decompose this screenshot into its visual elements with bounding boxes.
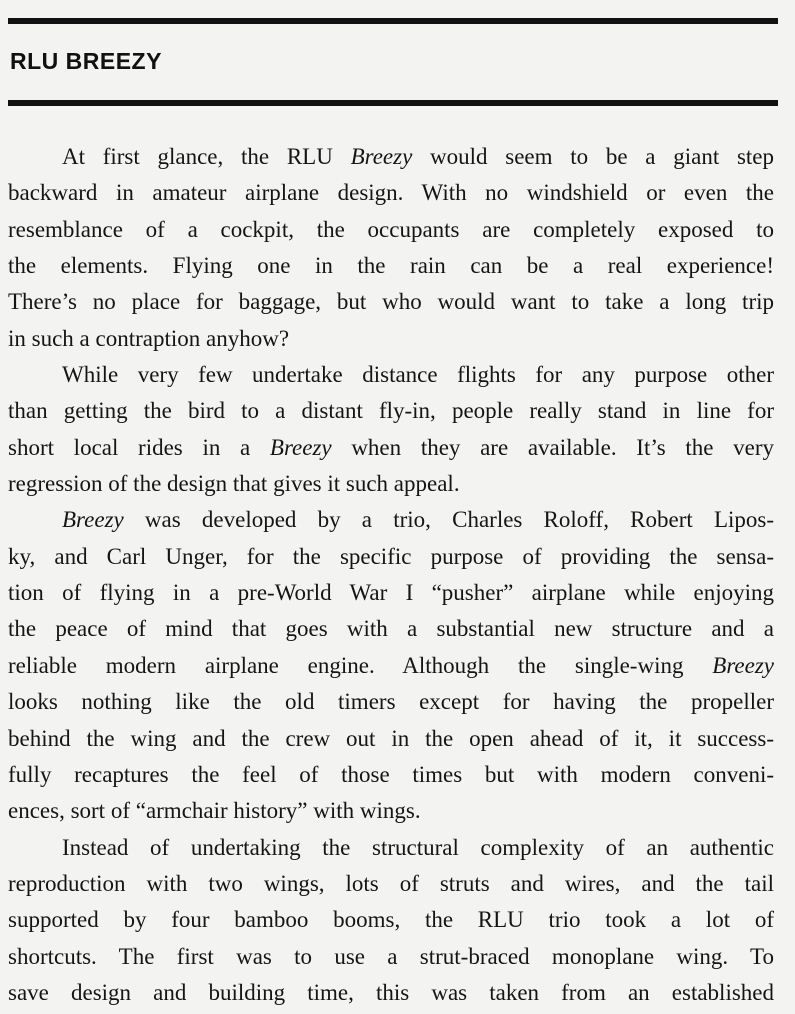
text-line: looks nothing like the old timers except for having the propeller — [8, 689, 774, 715]
text-line: in such a contraption anyhow? — [8, 325, 290, 351]
text-line: short local rides in a Breezy when they are available. It’s the very — [8, 434, 774, 460]
text-line: ences, sort of “armchair history” with wings. — [8, 798, 421, 824]
text-line: reliable modern airplane engine. Although the single-wing Breezy — [8, 652, 774, 678]
title-underline-rule — [8, 100, 778, 106]
text-line: fully recaptures the feel of those times but with modern conveni- — [8, 761, 774, 787]
text-line: than getting the bird to a distant fly-in, people really stand in line for — [8, 398, 774, 424]
text-line: resemblance of a cockpit, the occupants are completely exposed to — [8, 216, 774, 242]
text-line: There’s no place for baggage, but who would want to take a long trip — [8, 289, 774, 315]
top-rule — [8, 18, 778, 24]
text-line: backward in amateur airplane design. With no windshield or even the — [8, 180, 774, 206]
text-line: shortcuts. The first was to use a strut-braced monoplane wing. To — [8, 943, 774, 969]
text-line: save design and building time, this was taken from an established — [8, 979, 774, 1005]
text-line: behind the wing and the crew out in the open ahead of it, it success- — [8, 725, 774, 751]
text-line: reproduction with two wings, lots of struts and wires, and the tail — [8, 870, 774, 896]
text-line: tion of flying in a pre-World War I “pusher” airplane while enjoying — [8, 580, 774, 606]
text-line: the peace of mind that goes with a substantial new structure and a — [8, 616, 774, 642]
body-text — [8, 139, 774, 1011]
text-line: Breezy was developed by a trio, Charles Roloff, Robert Lipos- — [62, 507, 774, 533]
text-line: While very few undertake distance flights for any purpose other — [62, 362, 774, 388]
text-line: ky, and Carl Unger, for the specific purpose of providing the sensa- — [8, 543, 774, 569]
text-line: regression of the design that gives it such appeal. — [8, 471, 460, 497]
text-line: At first glance, the RLU Breezy would seem to be a giant step — [62, 144, 774, 169]
text-line: supported by four bamboo booms, the RLU trio took a lot of — [8, 907, 774, 933]
text-line: the elements. Flying one in the rain can be a real experience! — [8, 253, 774, 279]
section-title: RLU BREEZY — [10, 48, 162, 74]
text-line: Instead of undertaking the structural complexity of an authentic — [62, 834, 774, 860]
